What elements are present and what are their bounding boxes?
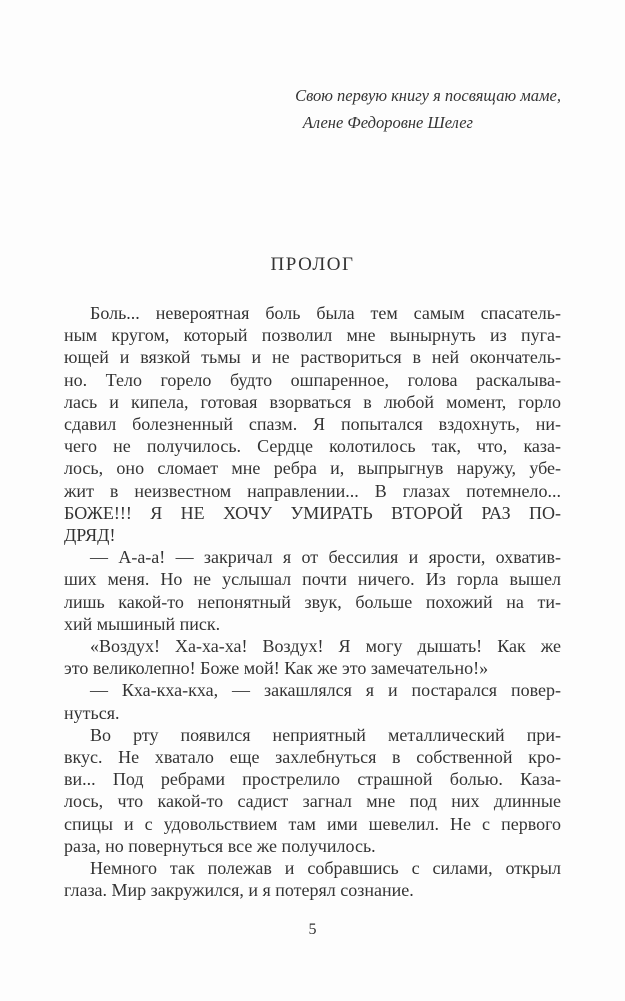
text-line: ви... Под ребрами прострелило страшной болью. Каза- [64, 769, 561, 790]
text-line: нуться. [64, 702, 120, 723]
text-line: Во рту появился неприятный металлический при- [90, 724, 561, 745]
text-line: это великолепно! Боже мой! Как же это замечательно!» [64, 658, 489, 679]
text-line: но. Тело горело будто ошпаренное, голова раскалыва- [64, 369, 561, 390]
text-line: «Воздух! Ха-ха-ха! Воздух! Я могу дышать! Как же [90, 636, 561, 657]
paragraph [64, 302, 561, 546]
text-line: ющей и вязкой тьмы и не раствориться в ней окончатель- [64, 347, 561, 368]
text-line: ших меня. Но не услышал почти ничего. Из горла вышел [64, 569, 561, 590]
text-line: сдавил болезненный спазм. Я попытался вздохнуть, ни- [64, 414, 561, 435]
text-line: спицы и с удовольствием там ими шевелил. Не с первого [64, 813, 561, 834]
paragraph [64, 857, 561, 901]
text-line: ДРЯД! [64, 525, 116, 546]
text-line: хий мышиный писк. [64, 613, 221, 634]
text-line: — Кха-кха-кха, — закашлялся я и постарался повер- [90, 680, 561, 701]
text-line: вкус. Не хватало еще захлебнуться в собственной кро- [64, 747, 561, 768]
text-line: — А-а-а! — закричал я от бессилия и ярости, охватив- [90, 547, 561, 568]
dedication [64, 82, 561, 136]
paragraph [64, 724, 561, 857]
text-line: БОЖЕ!!! Я НЕ ХОЧУ УМИРАТЬ ВТОРОЙ РАЗ ПО- [64, 502, 561, 523]
text-line: лось, оно сломает мне ребра и, выпрыгнув наружу, убе- [64, 458, 561, 479]
paragraph [64, 679, 561, 723]
text-line: чего не получилось. Сердце колотилось так, что, каза- [64, 436, 561, 457]
text-line: лось, что какой-то садист загнал мне под них длинные [64, 791, 561, 812]
text-line: лась и кипела, готовая взорваться в любой момент, горло [64, 391, 561, 412]
chapter-title: ПРОЛОГ [270, 254, 355, 275]
text-line: жит в неизвестном направлении... В глазах потемнело... [64, 480, 561, 501]
paragraph [64, 635, 561, 679]
dedication-line: Алене Федоровне Шелег [302, 113, 473, 132]
text-line: ным кругом, который позволил мне вынырнуть из пуга- [64, 325, 561, 346]
text-line: Боль... невероятная боль была тем самым спасатель- [90, 303, 561, 323]
dedication-line: Свою первую книгу я посвящаю маме, [295, 86, 561, 105]
text-line: глаза. Мир закружился, и я потерял сознание. [64, 880, 414, 901]
paragraph [64, 546, 561, 635]
text-line: лишь какой-то непонятный звук, больше похожий на ти- [64, 591, 561, 612]
text-line: Немного так полежав и собравшись с силами, открыл [90, 858, 561, 879]
text-line: раза, но повернуться все же получилось. [64, 835, 376, 856]
page-number: 5 [308, 921, 317, 939]
page-body [64, 302, 561, 901]
